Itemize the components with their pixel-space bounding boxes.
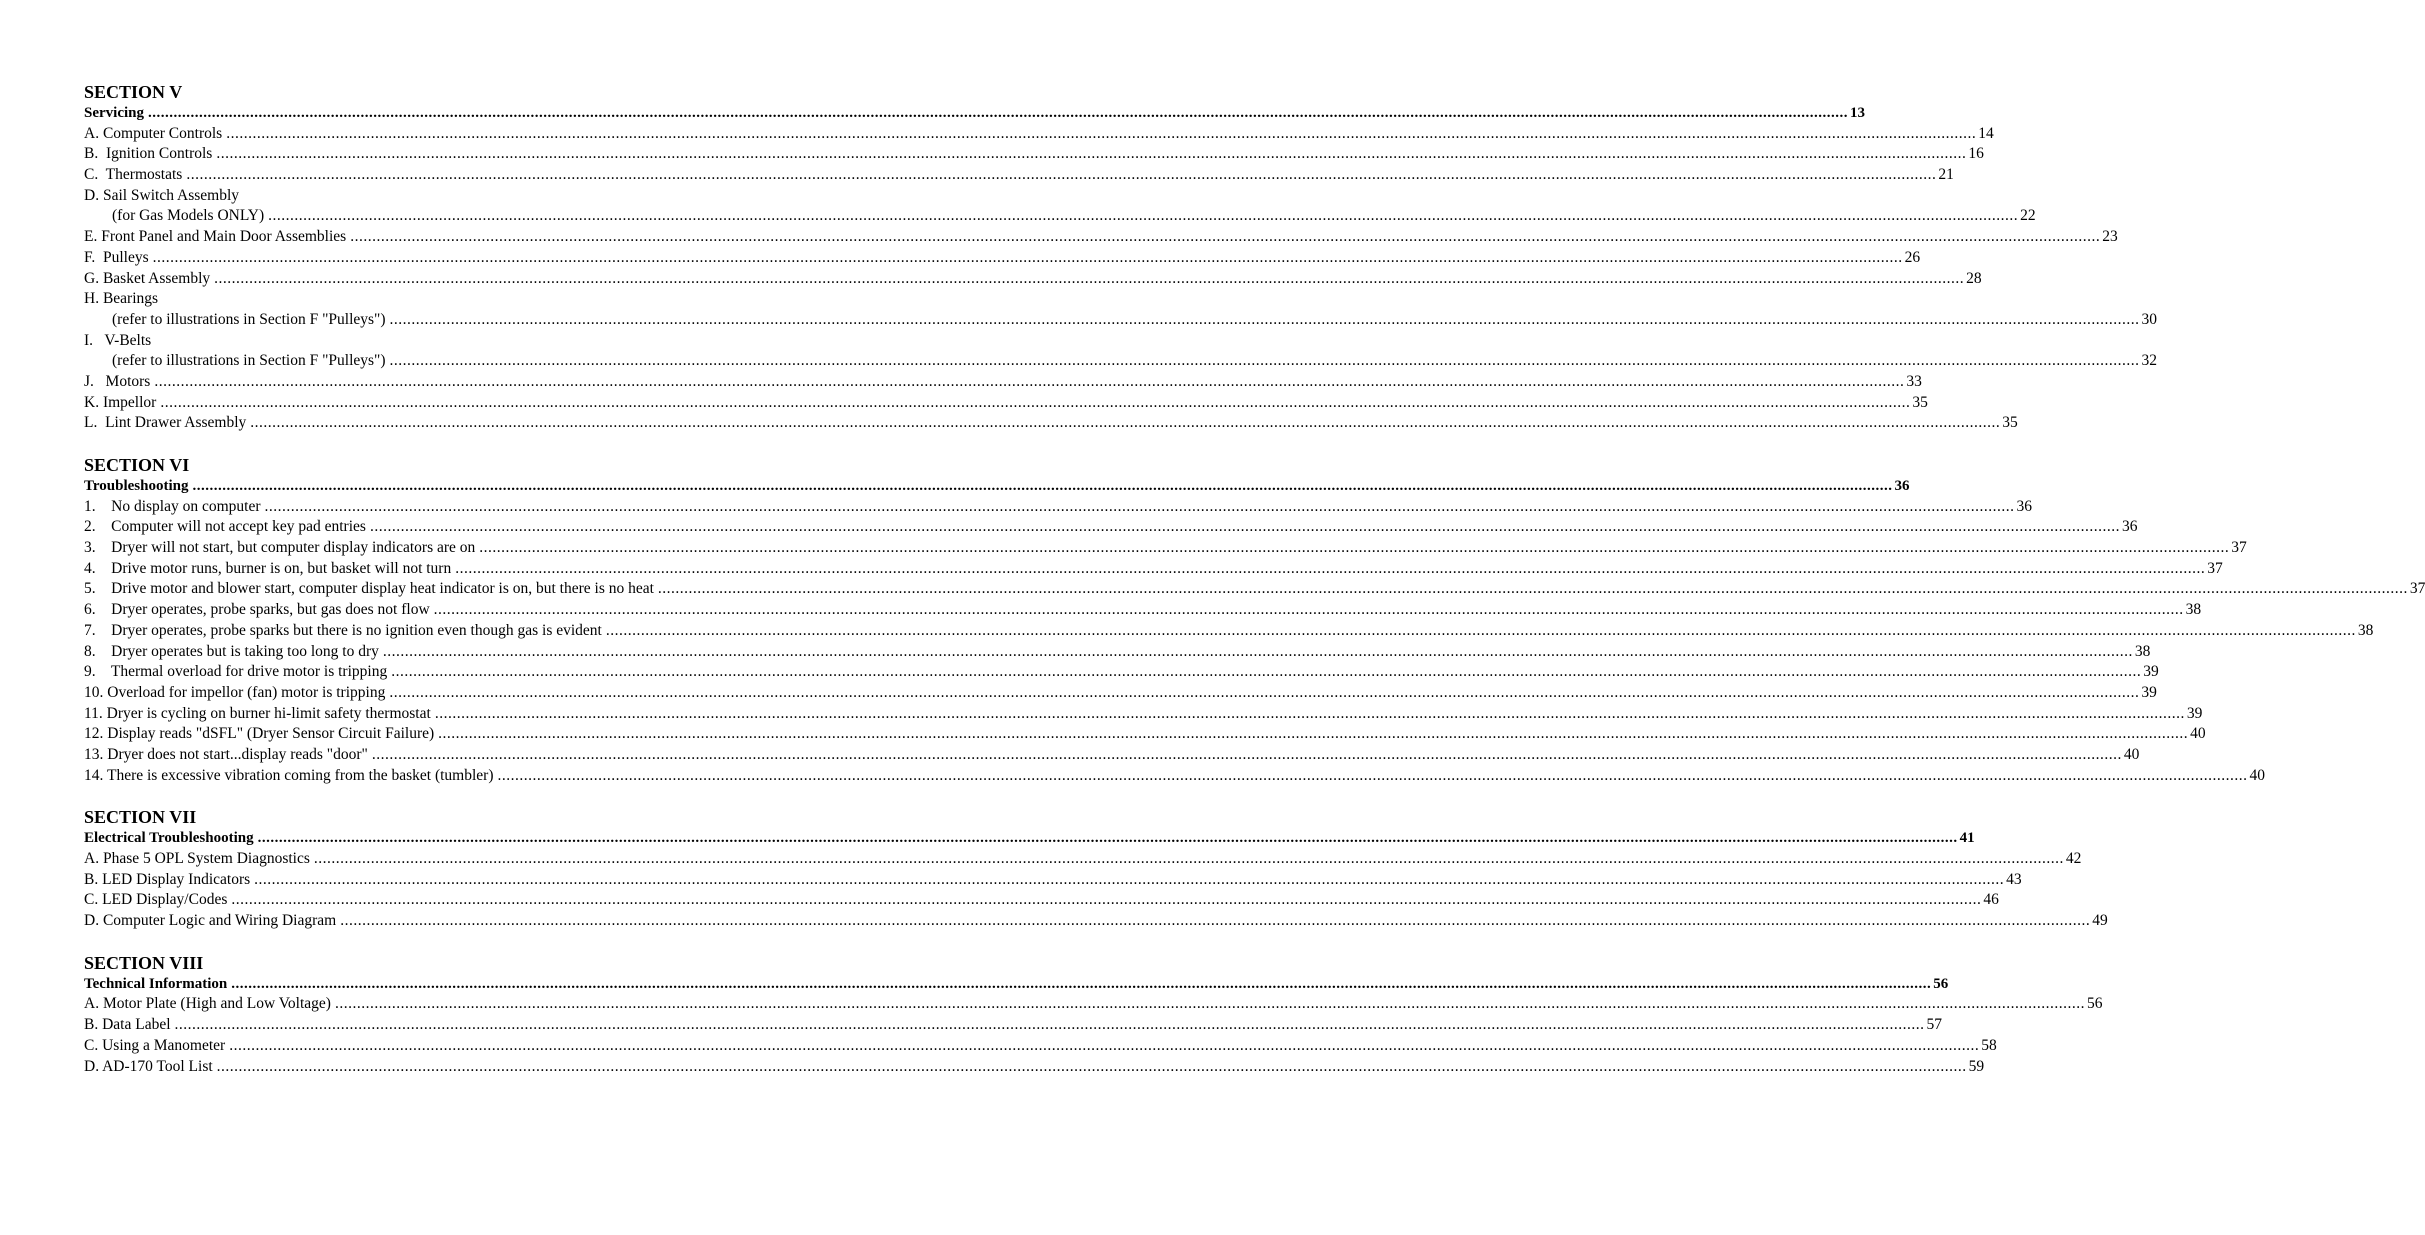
toc-entry-label: J. Motors: [84, 372, 151, 390]
toc-entry: [84, 683, 2157, 704]
toc-entry-label: 1. No display on computer: [84, 497, 261, 515]
dot-leader: ................................................................................................................................................................................................................................................................................................................................................................................................................: [264, 497, 2015, 515]
dot-leader: ................................................................................................................................................................................................................................................................................................................................................................................................................: [389, 352, 2140, 370]
dot-leader: ................................................................................................................................................................................................................................................................................................................................................................................................................: [254, 870, 2005, 888]
section-v: [84, 82, 2158, 434]
toc-entry-label: 12. Display reads "dSFL" (Dryer Sensor Circuit Failure): [84, 725, 435, 743]
toc-entry-page-number: 40: [2190, 725, 2206, 743]
toc-entry-page-number: 57: [1926, 1016, 1943, 1034]
toc-entry-page-number: 56: [1933, 975, 1949, 992]
dot-leader: ................................................................................................................................................................................................................................................................................................................................................................................................................: [455, 559, 2206, 577]
toc-entry-page-number: 26: [1904, 248, 1921, 266]
toc-entry: [84, 579, 2425, 600]
toc-entry: [84, 124, 1994, 145]
toc-entry-page-number: 13: [1850, 105, 1865, 121]
toc-entry-label: K. Impellor: [84, 393, 157, 411]
toc-entry-label: 10. Overload for impellor (fan) motor is tripping: [84, 683, 386, 701]
toc-entry-page-number: 42: [2065, 850, 2082, 867]
toc-entry: [84, 351, 2158, 372]
toc-entry-page-number: 43: [2006, 870, 2022, 888]
toc-entry-label: C. Thermostats: [84, 166, 183, 184]
toc-entry: [84, 413, 2018, 434]
section-heading: SECTION V: [84, 82, 183, 102]
dot-leader: ................................................................................................................................................................................................................................................................................................................................................................................................................: [371, 745, 2122, 763]
toc-entry: [84, 538, 2247, 559]
toc-entry-page-number: 21: [1938, 166, 1954, 184]
toc-entry-page-number: 32: [2141, 352, 2158, 370]
toc-entry-page-number: 36: [2121, 518, 2138, 536]
toc-entry-label: (refer to illustrations in Section F "Pulleys"): [112, 352, 386, 370]
dot-leader: ................................................................................................................................................................................................................................................................................................................................................................................................................: [186, 166, 1937, 184]
toc-entry-label: Technical Information: [84, 975, 228, 992]
toc-entry-page-number: 22: [2020, 207, 2036, 225]
toc-entry: [84, 517, 2138, 538]
section-entries: [84, 103, 2158, 434]
toc-entry-label: (refer to illustrations in Section F "Pulleys"): [112, 310, 386, 328]
toc-entry-label: F. Pulleys: [84, 248, 149, 266]
toc-entry-label: 3. Dryer will not start, but computer display indicators are on: [84, 539, 476, 557]
dot-leader: ................................................................................................................................................................................................................................................................................................................................................................................................................: [192, 478, 1893, 494]
toc-entry-label: 5. Drive motor and blower start, computer display heat indicator is on, but there is no heat: [84, 580, 654, 598]
dot-leader: ................................................................................................................................................................................................................................................................................................................................................................................................................: [216, 145, 1967, 163]
toc-entry: [84, 393, 1928, 414]
toc-entry-page-number: 58: [1981, 1036, 1997, 1054]
dot-leader: ................................................................................................................................................................................................................................................................................................................................................................................................................: [350, 228, 2101, 246]
toc-entry-label: G. Basket Assembly: [84, 269, 211, 287]
table-of-contents: [84, 82, 2425, 1098]
toc-entry: [84, 642, 2151, 663]
toc-entry: [84, 497, 2033, 518]
toc-entry-page-number: 16: [1968, 145, 1984, 163]
dot-leader: ................................................................................................................................................................................................................................................................................................................................................................................................................: [148, 105, 1848, 121]
toc-entry: [84, 1036, 1997, 1057]
toc-entry-page-number: 49: [2092, 912, 2108, 930]
toc-entry: [84, 227, 2118, 248]
dot-leader: ................................................................................................................................................................................................................................................................................................................................................................................................................: [231, 975, 1932, 992]
toc-entry-label: 7. Dryer operates, probe sparks but there is no ignition even though gas is evident: [84, 621, 602, 639]
dot-leader: ................................................................................................................................................................................................................................................................................................................................................................................................................: [389, 310, 2140, 328]
toc-entry-label: C. LED Display/Codes: [84, 891, 228, 909]
toc-entry: [84, 186, 842, 207]
toc-entry-label: (for Gas Models ONLY): [112, 207, 265, 225]
dot-leader: ................................................................................................................................................................................................................................................................................................................................................................................................................: [214, 269, 1965, 287]
toc-entry: [84, 704, 2203, 725]
dot-leader: ................................................................................................................................................................................................................................................................................................................................................................................................................: [479, 539, 2230, 557]
toc-entry-page-number: 59: [1968, 1057, 1985, 1075]
dot-leader: ................................................................................................................................................................................................................................................................................................................................................................................................................: [389, 683, 2140, 701]
toc-entry-label: 13. Dryer does not start...display reads "door": [84, 745, 368, 763]
toc-entry-label: Electrical Troubleshooting: [84, 830, 254, 847]
dot-leader: ................................................................................................................................................................................................................................................................................................................................................................................................................: [226, 124, 1977, 142]
toc-entry: [84, 994, 2103, 1015]
toc-entry-label: 9. Thermal overload for drive motor is tripping: [84, 663, 388, 681]
toc-entry: [84, 662, 2159, 683]
dot-leader: ................................................................................................................................................................................................................................................................................................................................................................................................................: [152, 248, 1903, 266]
toc-entry-label: C. Using a Manometer: [84, 1036, 226, 1054]
toc-entry-label: A. Phase 5 OPL System Diagnostics: [84, 850, 310, 867]
toc-entry-page-number: 38: [2357, 621, 2374, 639]
dot-leader: ................................................................................................................................................................................................................................................................................................................................................................................................................: [174, 1016, 1925, 1034]
section-vii: [84, 807, 2108, 931]
dot-leader: ................................................................................................................................................................................................................................................................................................................................................................................................................: [160, 393, 1911, 411]
toc-entry-label: 4. Drive motor runs, burner is on, but basket will not turn: [84, 559, 452, 577]
toc-entry: [84, 331, 842, 352]
toc-entry: [84, 766, 2265, 787]
toc-entry-page-number: 36: [1894, 478, 1910, 494]
toc-entry-label: D. Computer Logic and Wiring Diagram: [84, 912, 337, 930]
dot-leader: ................................................................................................................................................................................................................................................................................................................................................................................................................: [313, 850, 2064, 867]
toc-entry: [84, 870, 2022, 891]
toc-entry: [84, 600, 2202, 621]
toc-entry-page-number: 14: [1978, 124, 1994, 142]
toc-entry: [84, 911, 2108, 932]
toc-entry: [84, 248, 1921, 269]
toc-entry: [84, 165, 1954, 186]
toc-entry-page-number: 41: [1959, 830, 1975, 847]
dot-leader: ................................................................................................................................................................................................................................................................................................................................................................................................................: [154, 372, 1905, 390]
toc-entry-label: 2. Computer will not accept key pad entries: [84, 518, 366, 536]
section-title-entry: [84, 828, 1975, 849]
section-heading: SECTION VIII: [84, 952, 204, 973]
dot-leader: ................................................................................................................................................................................................................................................................................................................................................................................................................: [433, 601, 2184, 619]
dot-leader: ................................................................................................................................................................................................................................................................................................................................................................................................................: [229, 1036, 1980, 1054]
section-entries: [84, 828, 2108, 931]
section-title-entry: [84, 974, 1949, 995]
toc-entry-label: Troubleshooting: [84, 478, 189, 494]
toc-entry-page-number: 35: [2002, 414, 2018, 432]
dot-leader: ................................................................................................................................................................................................................................................................................................................................................................................................................: [657, 580, 2408, 598]
section-title-entry: [84, 103, 1865, 124]
toc-entry-label: H. Bearings: [84, 290, 159, 308]
dot-leader: ................................................................................................................................................................................................................................................................................................................................................................................................................: [369, 518, 2120, 536]
toc-entry-label: B. Data Label: [84, 1016, 171, 1034]
toc-entry-page-number: 33: [1906, 372, 1922, 390]
toc-entry-page-number: 40: [2123, 745, 2140, 763]
dot-leader: ................................................................................................................................................................................................................................................................................................................................................................................................................: [216, 1057, 1967, 1075]
toc-entry-page-number: 46: [1983, 891, 1999, 909]
toc-entry-page-number: 40: [2249, 766, 2265, 784]
toc-entry: [84, 310, 2158, 331]
toc-entry-page-number: 56: [2086, 995, 2103, 1013]
section-entries: [84, 974, 2103, 1077]
toc-entry-page-number: 37: [2231, 539, 2247, 557]
section-viii: [84, 952, 2103, 1077]
dot-leader: ................................................................................................................................................................................................................................................................................................................................................................................................................: [231, 891, 1982, 909]
dot-leader: ................................................................................................................................................................................................................................................................................................................................................................................................................: [497, 766, 2248, 784]
toc-entry-label: D. AD-170 Tool List: [84, 1057, 213, 1075]
toc-entry-page-number: 30: [2141, 310, 2158, 328]
toc-entry-label: 14. There is excessive vibration coming from the basket (tumbler): [84, 766, 494, 784]
toc-entry: [84, 372, 1922, 393]
toc-entry-label: A. Computer Controls: [84, 124, 223, 142]
dot-leader: ................................................................................................................................................................................................................................................................................................................................................................................................................: [391, 663, 2142, 681]
dot-leader: ................................................................................................................................................................................................................................................................................................................................................................................................................: [605, 621, 2356, 639]
toc-entry-page-number: 39: [2143, 663, 2159, 681]
toc-entry: [84, 849, 2082, 870]
toc-entry-label: Servicing: [84, 105, 144, 121]
dot-leader: ................................................................................................................................................................................................................................................................................................................................................................................................................: [438, 725, 2189, 743]
section-heading: SECTION VI: [84, 455, 190, 475]
section-title-entry: [84, 476, 1910, 497]
dot-leader: ................................................................................................................................................................................................................................................................................................................................................................................................................: [257, 830, 1958, 847]
toc-entry-label: 11. Dryer is cycling on burner hi-limit safety thermostat: [84, 704, 431, 722]
toc-entry: [84, 890, 1999, 911]
toc-entry-page-number: 39: [2141, 683, 2157, 701]
toc-entry: [84, 745, 2140, 766]
toc-entry: [84, 621, 2374, 642]
dot-leader: ................................................................................................................................................................................................................................................................................................................................................................................................................: [434, 704, 2185, 722]
section-vi: [84, 455, 2425, 786]
toc-entry-label: 8. Dryer operates but is taking too long to dry: [84, 642, 379, 660]
toc-entry: [84, 269, 1982, 290]
toc-entry-page-number: 39: [2186, 704, 2203, 722]
toc-entry-label: I. V-Belts: [84, 331, 152, 349]
toc-entry-label: 6. Dryer operates, probe sparks, but gas does not flow: [84, 601, 430, 619]
toc-entry: [84, 1015, 1943, 1036]
toc-entry-label: D. Sail Switch Assembly: [84, 186, 240, 204]
toc-entry-label: B. Ignition Controls: [84, 145, 213, 163]
toc-entry-page-number: 23: [2102, 228, 2118, 246]
toc-entry-page-number: 37: [2207, 559, 2223, 577]
dot-leader: ................................................................................................................................................................................................................................................................................................................................................................................................................: [382, 642, 2133, 660]
toc-entry: [84, 144, 1984, 165]
toc-entry-label: B. LED Display Indicators: [84, 870, 251, 888]
toc-entry-page-number: 38: [2134, 642, 2151, 660]
toc-entry-page-number: 38: [2185, 601, 2202, 619]
toc-entry-page-number: 36: [2016, 497, 2033, 515]
toc-entry: [84, 559, 2223, 580]
toc-entry: [84, 724, 2206, 745]
toc-entry-label: E. Front Panel and Main Door Assemblies: [84, 228, 347, 246]
toc-entry: [84, 289, 842, 310]
toc-entry-page-number: 28: [1966, 269, 1982, 287]
dot-leader: ................................................................................................................................................................................................................................................................................................................................................................................................................: [340, 912, 2091, 930]
toc-entry: [84, 206, 2036, 227]
section-heading: SECTION VII: [84, 807, 197, 828]
toc-entry: [84, 1057, 1985, 1078]
section-entries: [84, 476, 2425, 786]
toc-entry-label: A. Motor Plate (High and Low Voltage): [84, 995, 331, 1013]
dot-leader: ................................................................................................................................................................................................................................................................................................................................................................................................................: [268, 207, 2019, 225]
toc-entry-label: L. Lint Drawer Assembly: [84, 414, 247, 432]
toc-entry-page-number: 35: [1912, 393, 1928, 411]
dot-leader: ................................................................................................................................................................................................................................................................................................................................................................................................................: [334, 995, 2085, 1013]
dot-leader: ................................................................................................................................................................................................................................................................................................................................................................................................................: [250, 414, 2001, 432]
toc-entry-page-number: 37: [2409, 580, 2425, 598]
